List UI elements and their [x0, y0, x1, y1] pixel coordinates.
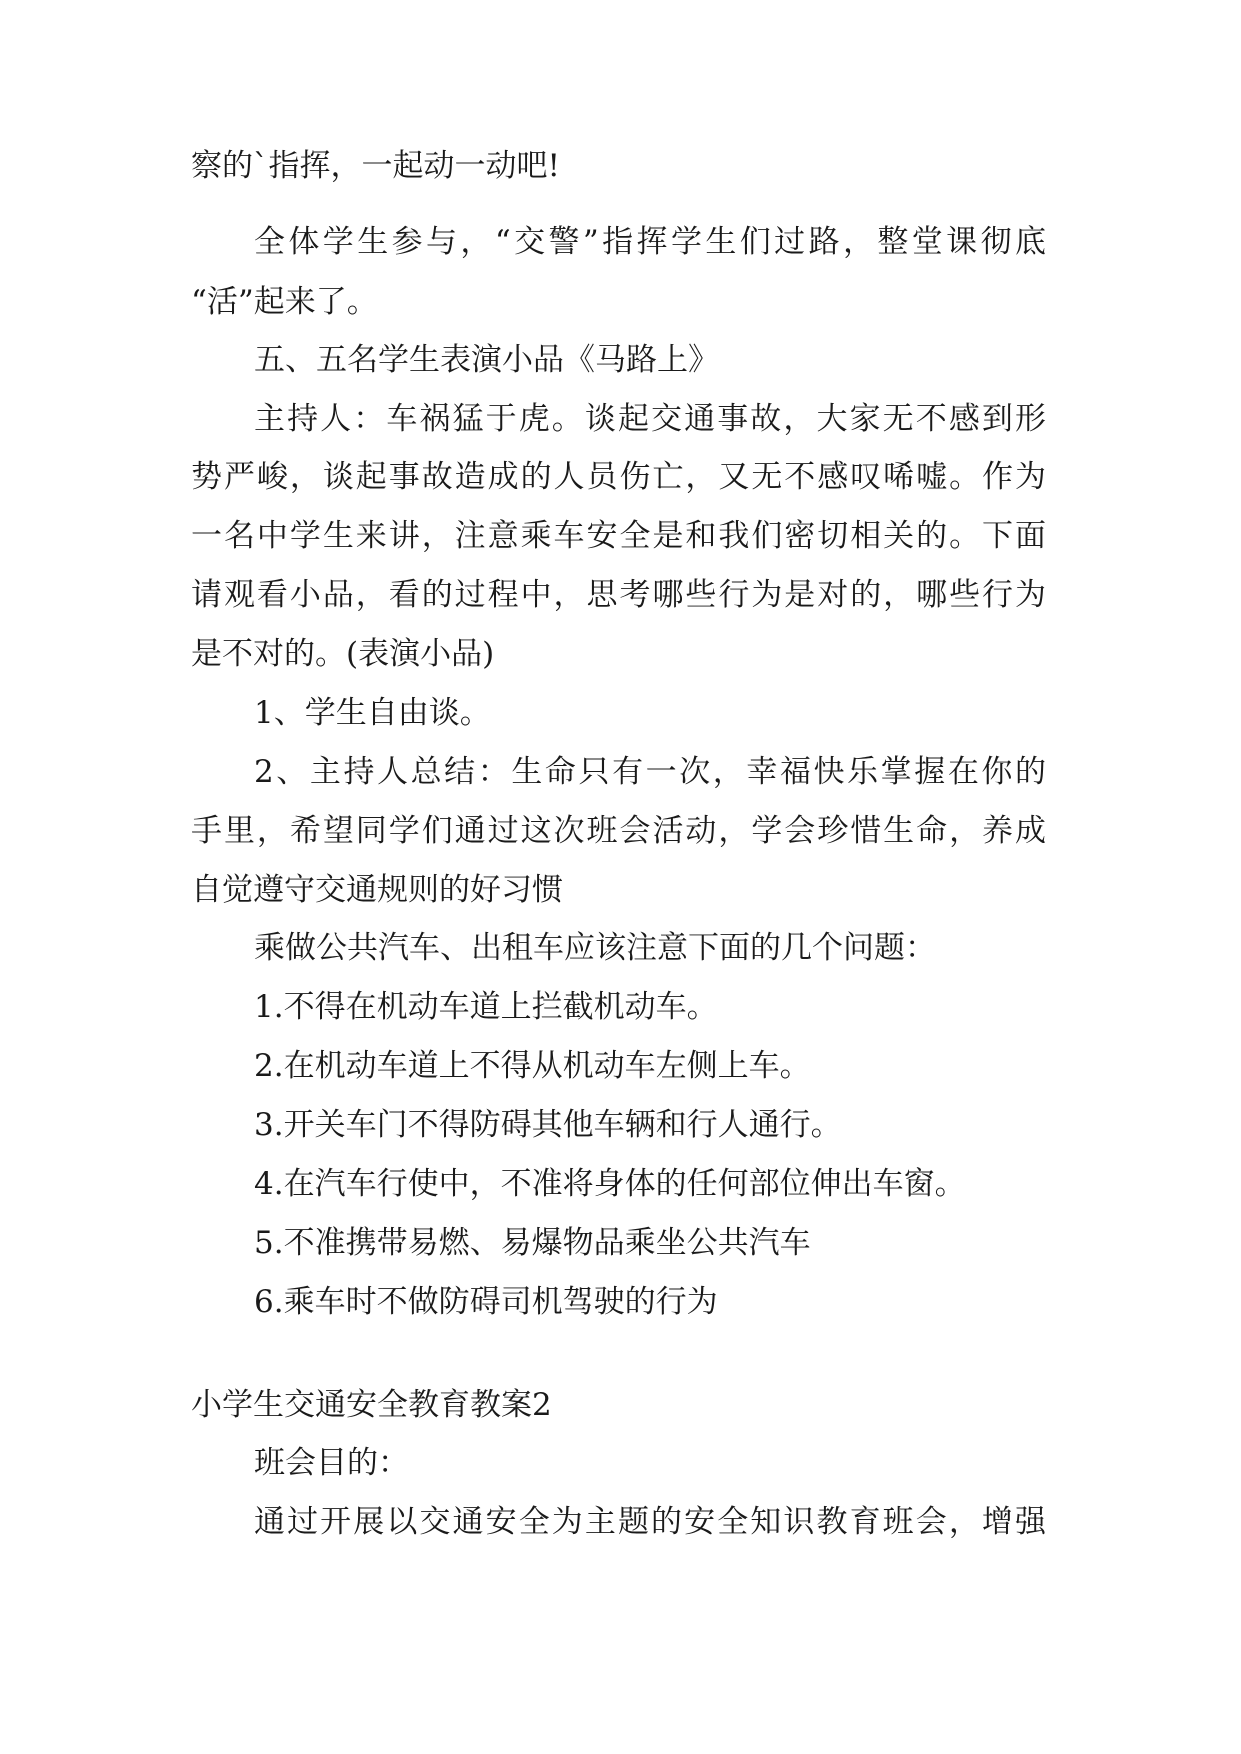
document-title: 小学生交通安全教育教案2	[191, 1387, 552, 1423]
paragraph-line: 班会目的：	[254, 1445, 409, 1481]
list-item: 5.不准携带易燃、易爆物品乘坐公共汽车	[254, 1225, 811, 1261]
paragraph-line: 势严峻，谈起事故造成的人员伤亡，又无不感叹唏嘘。作为	[191, 459, 1046, 495]
paragraph-line: 请观看小品，看的过程中，思考哪些行为是对的，哪些行为	[191, 577, 1046, 613]
paragraph-line: 是不对的。(表演小品)	[191, 636, 495, 672]
paragraph-line: 察的`指挥，一起动一动吧!	[191, 148, 560, 184]
paragraph-line: 手里，希望同学们通过这次班会活动，学会珍惜生命，养成	[191, 813, 1046, 849]
list-item: 1.不得在机动车道上拦截机动车。	[254, 989, 718, 1025]
paragraph-line: 全体学生参与，“交警”指挥学生们过路，整堂课彻底	[254, 224, 1046, 260]
paragraph-line: “活”起来了。	[191, 284, 378, 320]
section-heading: 五、五名学生表演小品《马路上》	[254, 342, 719, 378]
paragraph-line: 1、学生自由谈。	[254, 695, 491, 731]
paragraph-line: 主持人：车祸猛于虎。谈起交通事故，大家无不感到形	[254, 401, 1046, 437]
paragraph-line: 自觉遵守交通规则的好习惯	[191, 872, 563, 908]
paragraph-line: 通过开展以交通安全为主题的安全知识教育班会，增强	[254, 1504, 1046, 1540]
paragraph-line: 乘做公共汽车、出租车应该注意下面的几个问题：	[254, 930, 936, 966]
list-item: 3.开关车门不得防碍其他车辆和行人通行。	[254, 1107, 842, 1143]
paragraph-line: 2、主持人总结：生命只有一次，幸福快乐掌握在你的	[254, 754, 1046, 790]
list-item: 4.在汽车行使中，不准将身体的任何部位伸出车窗。	[254, 1166, 966, 1202]
paragraph-line: 一名中学生来讲，注意乘车安全是和我们密切相关的。下面	[191, 518, 1046, 554]
list-item: 2.在机动车道上不得从机动车左侧上车。	[254, 1048, 811, 1084]
list-item: 6.乘车时不做防碍司机驾驶的行为	[254, 1284, 718, 1320]
